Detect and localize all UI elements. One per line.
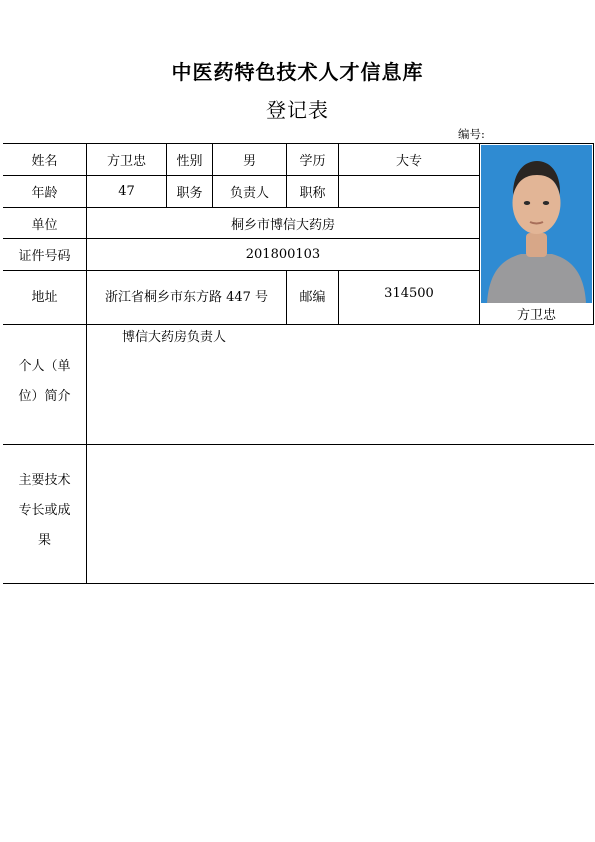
intro-label-line: 个人（单 — [18, 359, 71, 374]
address-label: 地址 — [31, 290, 58, 305]
position-value: 负责人 — [229, 186, 269, 201]
skills-label-line: 主要技术 — [18, 473, 71, 488]
skills-value — [87, 445, 593, 583]
skills-label-line: 果 — [37, 533, 51, 548]
table-border — [593, 143, 594, 324]
name-label: 姓名 — [31, 154, 58, 169]
skills-label-line: 专长或成 — [18, 503, 71, 518]
id-number-value: 201800103 — [245, 247, 321, 262]
unit-label: 单位 — [31, 217, 58, 233]
table-border — [479, 143, 480, 324]
intro-value: 博信大药房负责人 — [122, 330, 227, 345]
skills-label — [3, 466, 86, 556]
photo-eye — [543, 201, 549, 205]
address-value: 浙江省桐乡市东方路 447 号 — [104, 290, 269, 305]
education-label: 学历 — [299, 154, 326, 169]
photo-eye — [524, 201, 530, 205]
age-label: 年龄 — [31, 186, 58, 201]
professional-title-value — [339, 176, 479, 207]
education-value: 大专 — [395, 154, 422, 169]
intro-label — [3, 352, 86, 412]
table-border — [3, 324, 594, 325]
serial-number-label: 编号: — [458, 127, 485, 141]
position-label: 职务 — [176, 186, 203, 201]
photo-caption: 方卫忠 — [516, 308, 556, 323]
name-value: 方卫忠 — [106, 154, 146, 169]
id-number-label: 证件号码 — [18, 249, 71, 264]
photo-neck — [526, 233, 547, 257]
gender-label: 性别 — [176, 154, 203, 169]
applicant-photo — [481, 145, 592, 303]
postcode-label: 邮编 — [299, 290, 326, 305]
postcode-value: 314500 — [384, 286, 434, 301]
professional-title-label: 职称 — [299, 186, 326, 201]
gender-value: 男 — [242, 154, 256, 169]
unit-value: 桐乡市博信大药房 — [230, 217, 335, 233]
form-subtitle: 登记表 — [266, 98, 329, 122]
form-title: 中医药特色技术人才信息库 — [171, 60, 424, 84]
table-border — [3, 583, 594, 584]
intro-label-line: 位）简介 — [18, 389, 71, 404]
age-value: 47 — [118, 184, 135, 199]
